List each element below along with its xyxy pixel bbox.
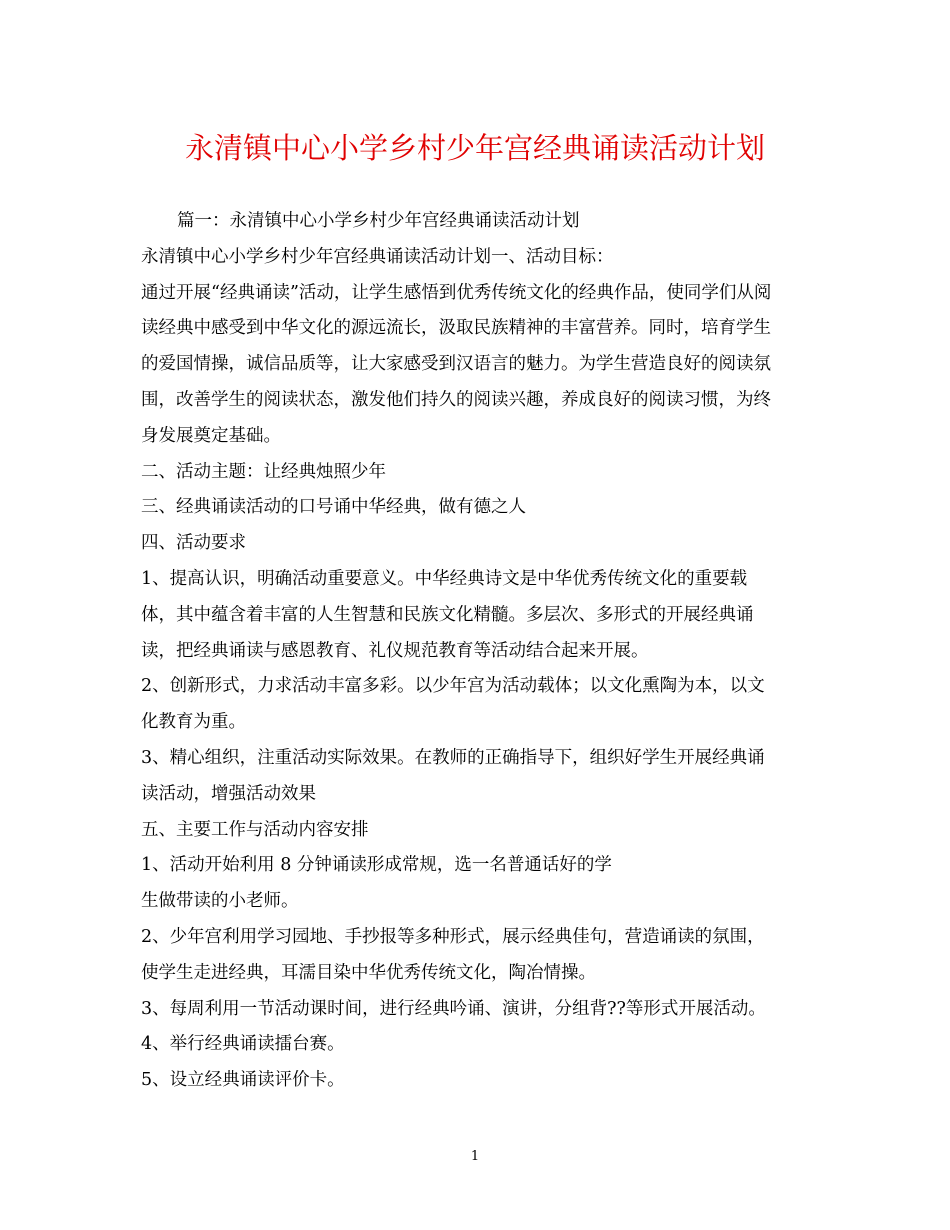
document-body xyxy=(141,204,811,1099)
text-line: 读活动，增强活动效果 xyxy=(141,783,316,804)
text-line: 3、每周利用一节活动课时间，进行经典吟诵、演讲，分组背??等形式开展活动。 xyxy=(141,998,766,1019)
text-line: 使学生走进经典，耳濡目染中华优秀传统文化，陶冶情操。 xyxy=(141,962,596,983)
text-line: 3、精心组织，注重活动实际效果。在教师的正确指导下，组织好学生开展经典诵 xyxy=(141,747,765,768)
text-line: 2、少年宫利用学习园地、手抄报等多种形式，展示经典佳句，营造诵读的氛围， xyxy=(141,926,765,947)
text-line: 读，把经典诵读与感恩教育、礼仪规范教育等活动结合起来开展。 xyxy=(141,640,649,661)
text-line: 生做带读的小老师。 xyxy=(141,891,299,912)
text-line: 永清镇中心小学乡村少年宫经典诵读活动计划一、活动目标： xyxy=(141,246,614,267)
text-line: 5、设立经典诵读评价卡。 xyxy=(141,1070,345,1091)
document-title: 永清镇中心小学乡村少年宫经典诵读活动计划 xyxy=(184,131,765,165)
text-line: 2、创新形式，力求活动丰富多彩。以少年宫为活动载体；以文化熏陶为本，以文 xyxy=(141,676,765,697)
text-line: 的爱国情操，诚信品质等，让大家感受到汉语言的魅力。为学生营造良好的阅读氛 xyxy=(141,354,771,375)
text-line: 通过开展“经典诵读”活动，让学生感悟到优秀传统文化的经典作品，使同学们从阅 xyxy=(141,282,772,303)
text-line: 篇一：永清镇中心小学乡村少年宫经典诵读活动计划 xyxy=(177,211,580,231)
text-line: 围，改善学生的阅读状态，激发他们持久的阅读兴趣，养成良好的阅读习惯，为终 xyxy=(141,389,771,410)
section-heading: 五、主要工作与活动内容安排 xyxy=(141,819,369,840)
section-heading: 四、活动要求 xyxy=(141,533,246,554)
text-line: 4、举行经典诵读擂台赛。 xyxy=(141,1034,345,1055)
section-heading: 二、活动主题：让经典烛照少年 xyxy=(141,461,386,482)
text-line: 体，其中蕴含着丰富的人生智慧和民族文化精髓。多层次、多形式的开展经典诵 xyxy=(141,604,754,625)
text-line: 1、活动开始利用 8 分钟诵读形成常规，选一名普通话好的学 xyxy=(141,855,612,876)
text-line: 1、提高认识，明确活动重要意义。中华经典诗文是中华优秀传统文化的重要载 xyxy=(141,568,748,589)
text-line: 化教育为重。 xyxy=(141,712,246,733)
text-line: 读经典中感受到中华文化的源远流长，汲取民族精神的丰富营养。同时，培育学生 xyxy=(141,318,771,339)
page-number: 1 xyxy=(470,1149,480,1164)
text-line: 身发展奠定基础。 xyxy=(141,425,281,446)
section-heading: 三、经典诵读活动的口号诵中华经典，做有德之人 xyxy=(141,497,526,518)
